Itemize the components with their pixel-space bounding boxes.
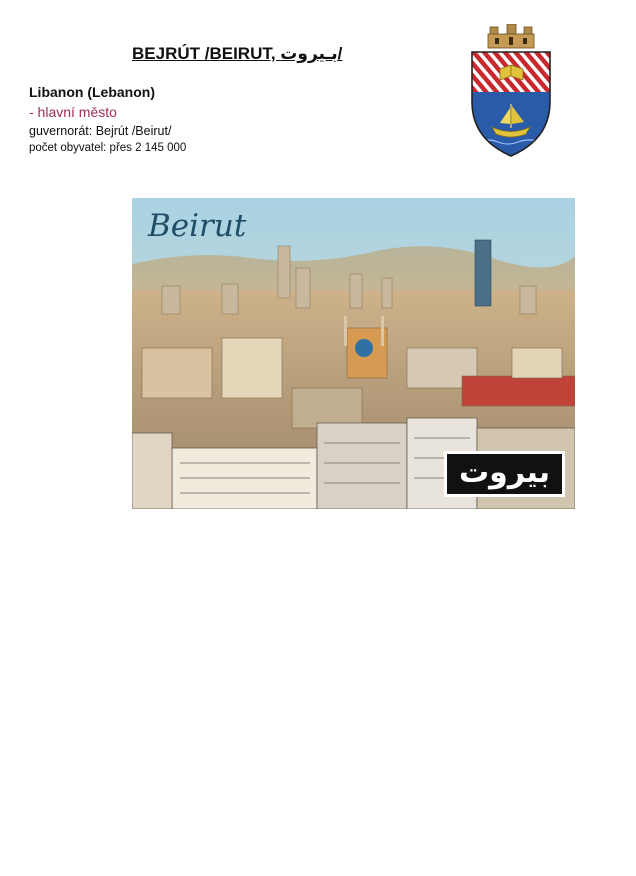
postcard-title: Beirut [148,208,247,244]
postcard-arabic-label: بيروت [444,451,565,497]
beirut-postcard-photo [132,198,575,509]
country-name: Libanon (Lebanon) [29,84,155,100]
population-text: počet obyvatel: přes 2 145 000 [29,142,187,154]
mural-crown-icon [488,24,534,48]
beirut-coat-of-arms-icon [468,24,554,160]
page-title: BEJRÚT /BEIRUT, بـيروت/ [132,44,343,63]
capital-label: - hlavní město [29,104,117,120]
governorate-text: guvernorát: Bejrút /Beirut/ [29,124,172,138]
